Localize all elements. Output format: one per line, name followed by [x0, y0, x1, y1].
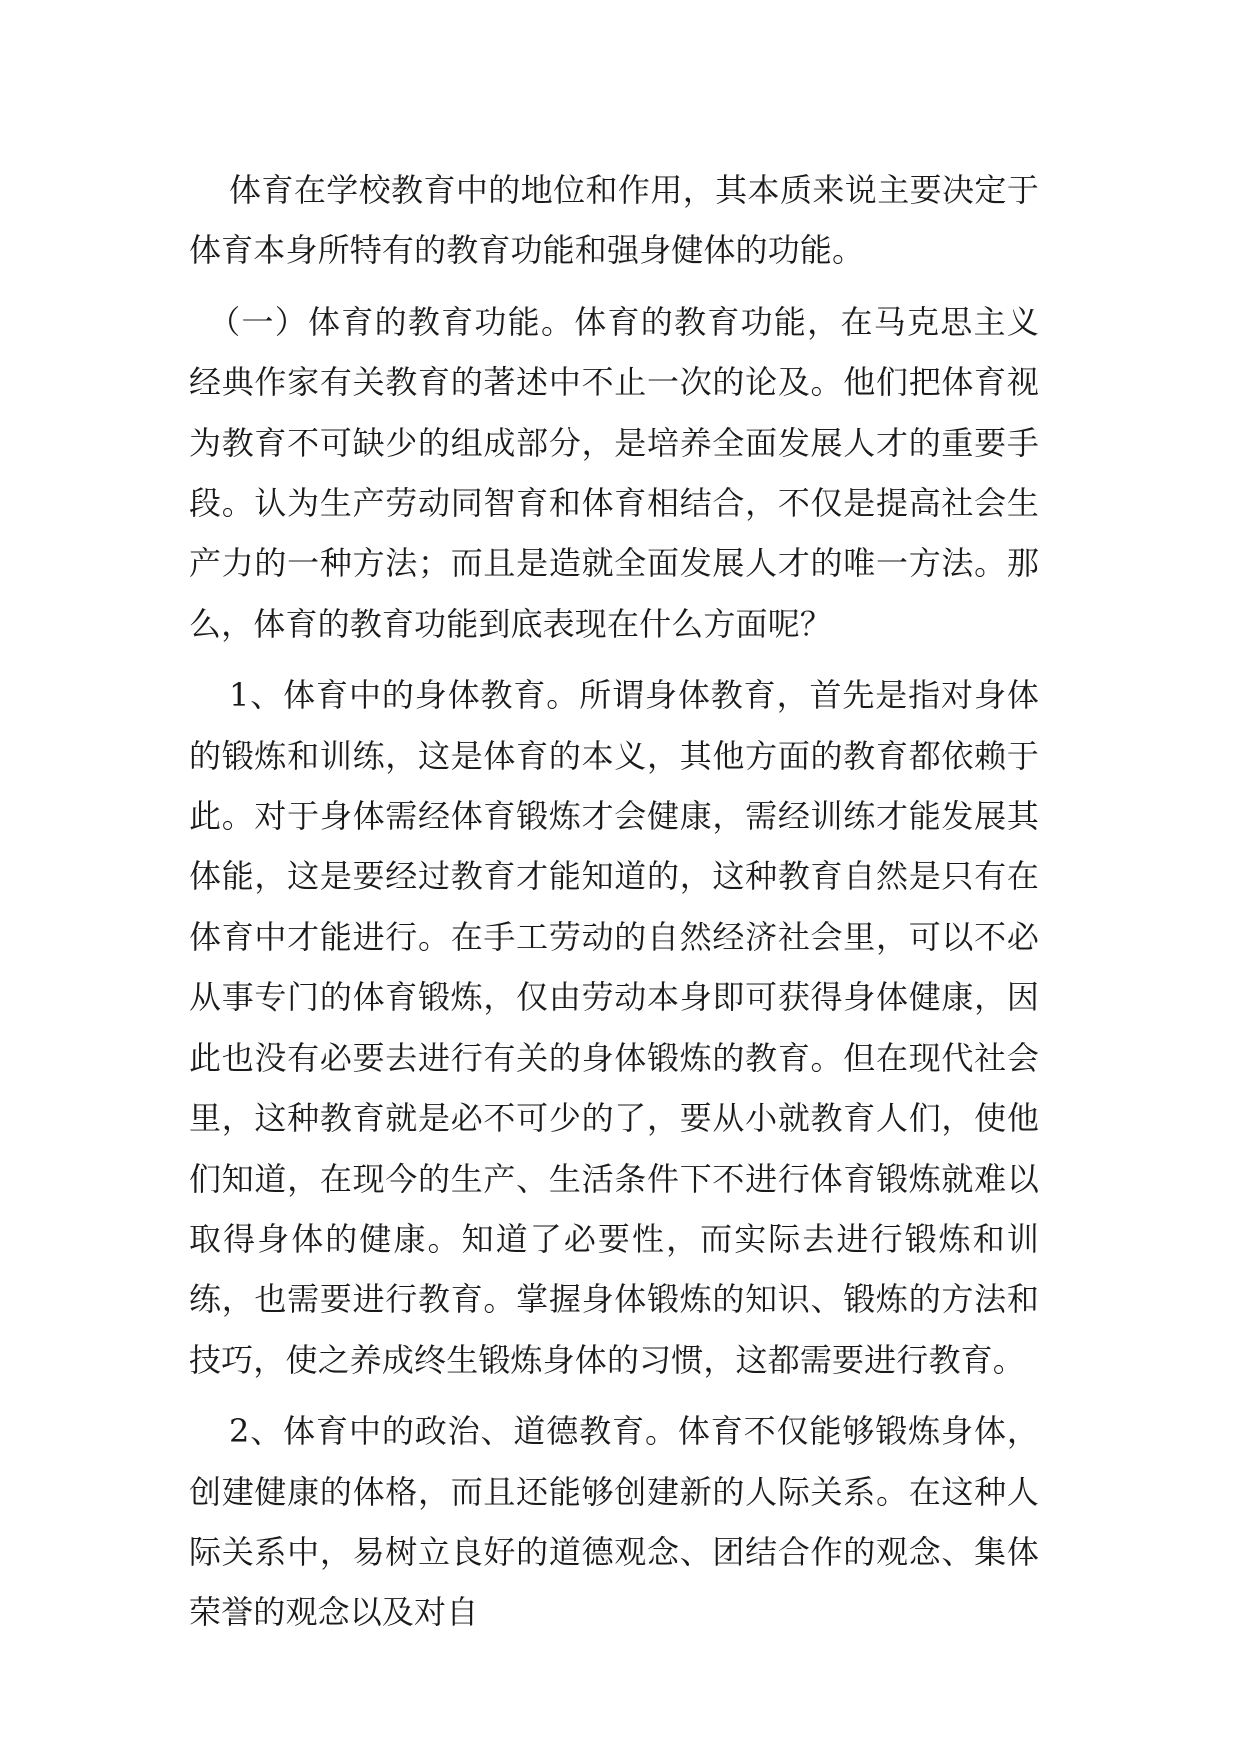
paragraph-education-function: （一）体育的教育功能。体育的教育功能，在马克思主义经典作家有关教育的著述中不止一次的论及。他们把体育视为教育不可缺少的组成部分，是培养全面发展人才的重要手段。认为生产劳动同智育和体育相结合，不仅是提高社会生产力的一种方法；而且是造就全面发展人才的唯一方法。那么，体育的教育功能到底表现在什么方面呢？ — [189, 302, 1039, 643]
paragraph-intro: 体育在学校教育中的地位和作用，其本质来说主要决定于体育本身所特有的教育功能和强身健体的功能。 — [189, 171, 1039, 270]
paragraph-political-moral-education: 2、体育中的政治、道德教育。体育不仅能够锻炼身体，创建健康的体格，而且还能够创建新的人际关系。在这种人际关系中，易树立良好的道德观念、团结合作的观念、集体荣誉的观念以及对自 — [189, 1412, 1039, 1632]
paragraph-physical-education: 1、体育中的身体教育。所谓身体教育，首先是指对身体的锻炼和训练，这是体育的本义，其他方面的教育都依赖于此。对于身体需经体育锻炼才会健康，需经训练才能发展其体能，这是要经过教育才能知道的，这种教育自然是只有在体育中才能进行。在手工劳动的自然经济社会里，可以不必从事专门的体育锻炼，仅由劳动本身即可获得身体健康，因此也没有必要去进行有关的身体锻炼的教育。但在现代社会里，这种教育就是必不可少的了，要从小就教育人们，使他们知道，在现今的生产、生活条件下不进行体育锻炼就难以取得身体的健康。知道了必要性，而实际去进行锻炼和训练，也需要进行教育。掌握身体锻炼的知识、锻炼的方法和技巧，使之养成终生锻炼身体的习惯，这都需要进行教育。 — [189, 676, 1039, 1379]
body-text — [189, 160, 1039, 1654]
